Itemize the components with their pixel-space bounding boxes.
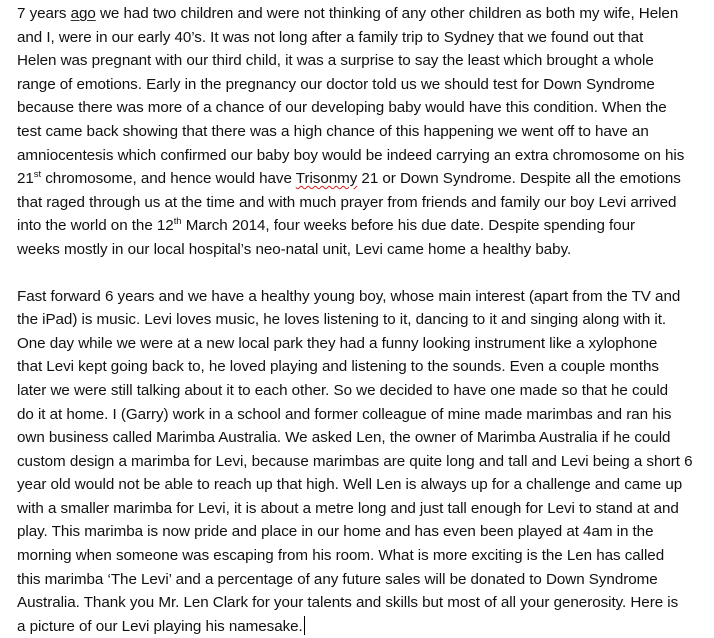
- ordinal-superscript: th: [173, 216, 182, 228]
- text-line: the iPad) is music. Levi loves music, he loves listening to it, dancing to it and singing along with it.: [17, 311, 667, 329]
- text-line: [17, 167, 707, 191]
- paragraph-1: [17, 2, 707, 262]
- text-line: play. This marimba is now pride and place in our home and has even been played at 4am in the: [17, 523, 654, 541]
- text-line: amniocentesis which confirmed our baby boy would be indeed carrying an extra chromosome on his: [17, 146, 685, 164]
- text-line: [17, 2, 707, 26]
- text-line: weeks mostly in our local hospital’s neo-natal unit, Levi came home a healthy baby.: [17, 240, 572, 258]
- text-line: this marimba ‘The Levi’ and a percentage of any future sales will be donated to Down Syndrome: [17, 570, 658, 588]
- text-line: test came back showing that there was a high chance of this happening we went off to have an: [17, 122, 649, 140]
- text-line: because there was more of a chance of our developing baby would have this condition. When the: [17, 99, 667, 117]
- paragraph-spacing: [17, 262, 707, 285]
- text-line: Fast forward 6 years and we have a healthy young boy, whose main interest (apart from the TV and: [17, 287, 681, 305]
- text-run: into the world on the 12: [17, 217, 174, 235]
- text-line: and I, were in our early 40’s. It was not long after a family trip to Sydney that we found out that: [17, 28, 644, 46]
- text-run: chromosome, and hence would have: [41, 170, 296, 188]
- text-run: 21 or Down Syndrome. Despite all the emotions: [357, 170, 681, 188]
- text-run: March 2014, four weeks before his due date. Despite spending four: [181, 217, 635, 235]
- ordinal-superscript: st: [33, 169, 42, 181]
- text-run: 7 years: [17, 5, 71, 22]
- text-line: with a smaller marimba for Levi, it is about a metre long and just tall enough for Levi to stand at and: [17, 499, 679, 517]
- text-line: Helen was pregnant with our third child, it was a surprise to say the least which brought a whole: [17, 52, 654, 70]
- grammar-flagged-word[interactable]: ago: [70, 5, 96, 22]
- text-run: a picture of our Levi playing his namesake.: [17, 617, 303, 635]
- text-line: do it at home. I (Garry) work in a school and former colleague of mine made marimbas and ran his: [17, 405, 672, 423]
- text-cursor: [304, 616, 305, 635]
- text-line: year old would not be able to reach up that high. Well Len is always up for a challenge and came up: [17, 476, 683, 494]
- text-line: custom design a marimba for Levi, because marimbas are quite long and tall and Levi being a short 6: [17, 452, 693, 470]
- text-line: morning when someone was escaping from his room. What is more exciting is the Len has called: [17, 547, 665, 565]
- text-line: [17, 214, 707, 238]
- document-body[interactable]: [17, 2, 707, 638]
- text-line: that Levi kept going back to, he loved playing and listening to the sounds. Even a couple months: [17, 358, 659, 376]
- text-line: One day while we were at a new local park they had a funny looking instrument like a xylophone: [17, 334, 658, 352]
- spelling-flagged-word[interactable]: Trisonmy: [295, 170, 358, 188]
- paragraph-2: [17, 285, 707, 638]
- text-line: range of emotions. Early in the pregnancy our doctor told us we should test for Down Syndrome: [17, 75, 655, 93]
- text-line: that raged through us at the time and with much prayer from friends and family our boy Levi arrived: [17, 193, 677, 211]
- text-run: we had two children and were not thinking of any other children as both my wife, Helen: [95, 5, 679, 22]
- text-line: Australia. Thank you Mr. Len Clark for your talents and skills but most of all your generosity. Here is: [17, 594, 679, 612]
- text-line: own business called Marimba Australia. We asked Len, the owner of Marimba Australia if he could: [17, 429, 671, 447]
- text-run: 21: [17, 170, 34, 188]
- text-line: later we were still talking about it to each other. So we decided to have one made so that he could: [17, 381, 669, 399]
